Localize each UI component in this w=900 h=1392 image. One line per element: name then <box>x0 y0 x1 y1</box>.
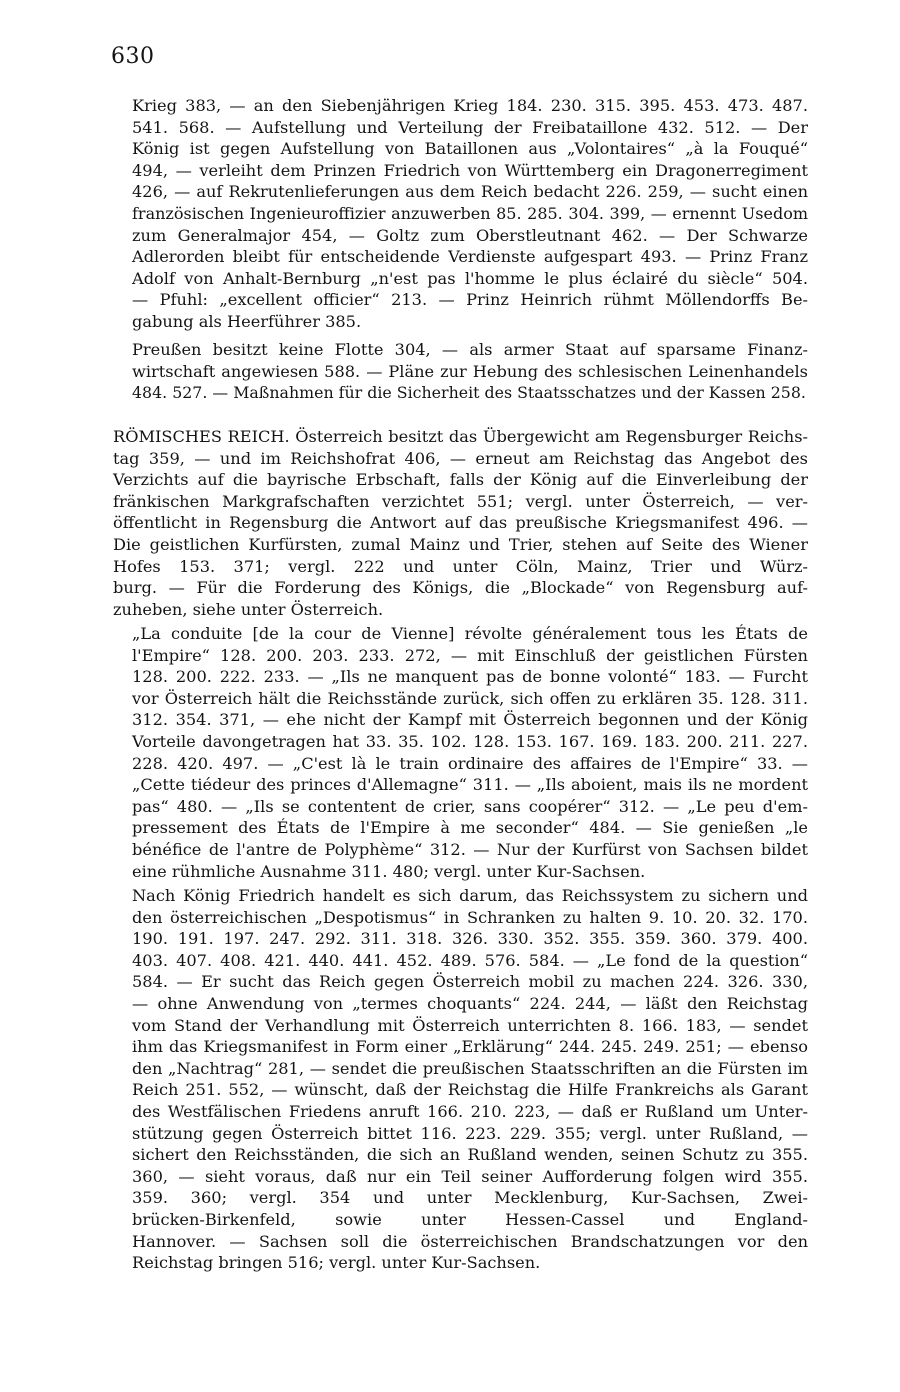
text-line: öffentlicht in Regensburg die Antwort auf das preußische Kriegsmanifest 496. — <box>113 513 808 533</box>
text-line: Nach König Friedrich handelt es sich darum, das Reichssystem zu sichern und <box>132 886 808 905</box>
text-line: 584. — Er sucht das Reich gegen Österreich mobil zu machen 224. 326. 330, <box>132 972 808 992</box>
text-line: tag 359, — und im Reichshofrat 406, — erneut am Reichstag das Angebot des <box>113 448 808 468</box>
text-line: stützung gegen Österreich bittet 116. 223. 229. 355; vergl. unter Rußland, — <box>132 1123 808 1143</box>
text-line: 190. 191. 197. 247. 292. 311. 318. 326. 330. 352. 355. 359. 360. 379. 400. <box>132 929 808 949</box>
text-line: zum Generalmajor 454, — Goltz zum Oberstleutnant 462. — Der Schwarze <box>132 225 808 245</box>
entry-heading-line: RÖMISCHES REICH. Österreich besitzt das Übergewicht am Regensburger Reichs- <box>113 427 808 446</box>
text-line: eine rühmliche Ausnahme 311. 480; vergl. unter Kur-Sachsen. <box>132 861 646 881</box>
text-line: Adlerorden bleibt für entscheidende Verdienste aufgespart 493. — Prinz Franz <box>132 247 808 267</box>
text-line: — ohne Anwendung von „termes choquants“ 224. 244, — läßt den Reichstag <box>132 993 808 1013</box>
text-line: wirtschaft angewiesen 588. — Pläne zur Hebung des schlesischen Leinenhandels <box>132 361 808 381</box>
text-line: Hannover. — Sachsen soll die österreichischen Brandschatzungen vor den <box>132 1231 808 1251</box>
text-line: Adolf von Anhalt-Bernburg „n'est pas l'homme le plus éclairé du siècle“ 504. <box>132 268 808 288</box>
text-line: zuheben, siehe unter Österreich. <box>113 599 384 619</box>
text-line: ihm das Kriegsmanifest in Form einer „Erklärung“ 244. 245. 249. 251; — ebenso <box>132 1037 808 1057</box>
paragraph-military-continuation <box>132 95 808 333</box>
text-line: burg. — Für die Forderung des Königs, die „Blockade“ von Regensburg auf- <box>113 578 808 598</box>
text-line: des Westfälischen Friedens anruft 166. 210. 223, — daß er Rußland um Unter- <box>132 1101 808 1121</box>
text-line: König ist gegen Aufstellung von Bataillonen aus „Volontaires“ „à la Fouqué“ <box>132 139 808 159</box>
page-number: 630 <box>111 44 155 69</box>
text-line: 359. 360; vergl. 354 und unter Mecklenburg, Kur-Sachsen, Zwei- <box>132 1188 808 1208</box>
text-line: bénéfice de l'antre de Polyphème“ 312. — Nur der Kurfürst von Sachsen bildet <box>132 839 808 859</box>
text-line: 403. 407. 408. 421. 440. 441. 452. 489. 576. 584. — „Le fond de la question“ <box>132 950 808 970</box>
text-line: französischen Ingenieuroffizier anzuwerben 85. 285. 304. 399, — ernennt Usedom <box>132 203 808 223</box>
text-line: 312. 354. 371, — ehe nicht der Kampf mit Österreich begonnen und der König <box>132 710 808 730</box>
text-line: „La conduite [de la cour de Vienne] révolte généralement tous les États de <box>132 624 808 643</box>
text-line: „Cette tiédeur des princes d'Allemagne“ 311. — „Ils aboient, mais ils ne mordent <box>132 775 808 795</box>
paragraph-reichssystem <box>132 885 808 1274</box>
text-line: Reich 251. 552, — wünscht, daß der Reichstag die Hilfe Frankreichs als Garant <box>132 1080 808 1100</box>
paragraph-finances <box>132 339 808 404</box>
text-line: fränkischen Markgrafschaften verzichtet 551; vergl. unter Österreich, — ver- <box>113 491 808 511</box>
text-line: vom Stand der Verhandlung mit Österreich unterrichten 8. 166. 183, — sendet <box>132 1015 808 1035</box>
text-line: 541. 568. — Aufstellung und Verteilung der Freibataillone 432. 512. — Der <box>132 117 808 137</box>
text-line: pas“ 480. — „Ils se contentent de crier, sans coopérer“ 312. — „Le peu d'em- <box>132 796 808 816</box>
text-line: 484. 527. — Maßnahmen für die Sicherheit des Staatsschatzes und der Kassen 258. <box>132 383 806 403</box>
text-line: Hofes 153. 371; vergl. 222 und unter Cöln, Mainz, Trier und Würz- <box>113 556 808 576</box>
text-line: vor Österreich hält die Reichsstände zurück, sich offen zu erklären 35. 128. 311. <box>132 688 808 708</box>
text-line: gabung als Heerführer 385. <box>132 311 362 331</box>
text-line: 494, — verleiht dem Prinzen Friedrich von Württemberg ein Dragonerregiment <box>132 160 808 180</box>
text-line: 360, — sieht voraus, daß nur ein Teil seiner Aufforderung folgen wird 355. <box>132 1166 808 1186</box>
paragraph-reichsstaende <box>132 623 808 882</box>
text-line: Preußen besitzt keine Flotte 304, — als armer Staat auf sparsame Finanz- <box>132 340 808 359</box>
entry-roemisches-reich <box>113 426 808 620</box>
text-line: brücken-Birkenfeld, sowie unter Hessen-Cassel und England- <box>132 1209 808 1229</box>
text-line: 228. 420. 497. — „C'est là le train ordinaire des affaires de l'Empire“ 33. — <box>132 753 808 773</box>
text-line: pressement des États de l'Empire à me seconder“ 484. — Sie genießen „le <box>132 818 808 838</box>
text-line: l'Empire“ 128. 200. 203. 233. 272, — mit Einschluß der geistlichen Fürsten <box>132 645 808 665</box>
text-line: 128. 200. 222. 233. — „Ils ne manquent pas de bonne volonté“ 183. — Furcht <box>132 667 808 687</box>
text-line: 426, — auf Rekrutenlieferungen aus dem Reich bedacht 226. 259, — sucht einen <box>132 182 808 202</box>
text-line: den „Nachtrag“ 281, — sendet die preußischen Staatsschriften an die Fürsten im <box>132 1058 808 1078</box>
text-line: Die geistlichen Kurfürsten, zumal Mainz und Trier, stehen auf Seite des Wiener <box>113 534 808 554</box>
text-line: Reichstag bringen 516; vergl. unter Kur-Sachsen. <box>132 1253 541 1273</box>
text-line: den österreichischen „Despotismus“ in Schranken zu halten 9. 10. 20. 32. 170. <box>132 907 808 927</box>
text-line: Vorteile davongetragen hat 33. 35. 102. 128. 153. 167. 169. 183. 200. 211. 227. <box>132 731 808 751</box>
text-line: Verzichts auf die bayrische Erbschaft, falls der König auf die Einverleibung der <box>113 470 808 490</box>
text-line: — Pfuhl: „excellent officier“ 213. — Prinz Heinrich rühmt Möllendorffs Be- <box>132 290 808 310</box>
text-line: sichert den Reichsständen, die sich an Rußland wenden, seinen Schutz zu 355. <box>132 1145 808 1165</box>
text-line: Krieg 383, — an den Siebenjährigen Krieg 184. 230. 315. 395. 453. 473. 487. <box>132 96 808 115</box>
